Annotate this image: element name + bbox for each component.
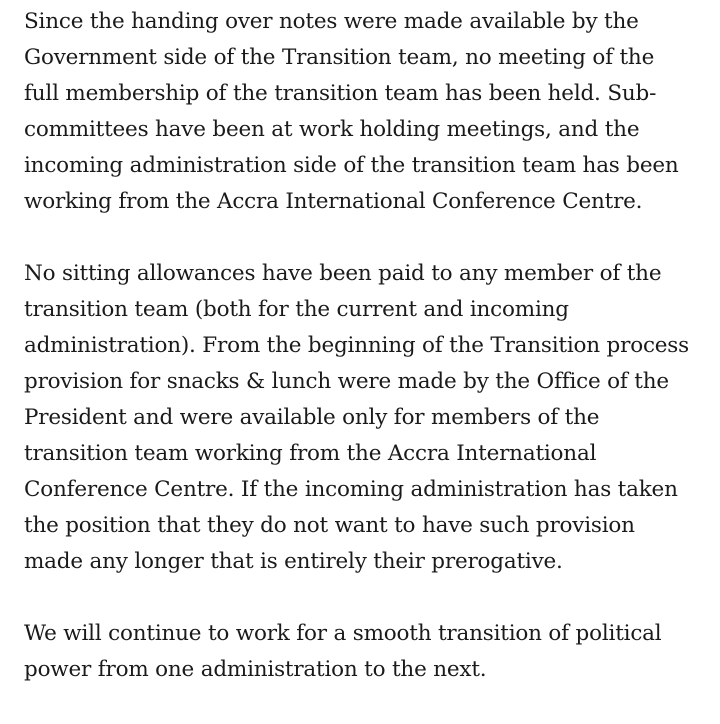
text-line: transition team working from the Accra International xyxy=(24,441,597,466)
text-line: No sitting allowances have been paid to any member of the xyxy=(24,261,662,286)
text-line: provision for snacks & lunch were made by the Office of the xyxy=(24,369,669,394)
text-line: incoming administration side of the transition team has been xyxy=(24,153,679,178)
text-line: working from the Accra International Conference Centre. xyxy=(24,189,643,214)
text-line: We will continue to work for a smooth transition of political xyxy=(24,621,662,646)
text-line: transition team (both for the current and incoming xyxy=(24,297,569,322)
text-line: made any longer that is entirely their prerogative. xyxy=(24,549,563,574)
text-line: the position that they do not want to have such provision xyxy=(24,513,635,538)
text-line: power from one administration to the next. xyxy=(24,657,487,682)
text-line: Government side of the Transition team, no meeting of the xyxy=(24,45,655,70)
document-body xyxy=(24,4,708,724)
paragraph-sitting-allowances xyxy=(24,256,708,580)
text-line: full membership of the transition team has been held. Sub- xyxy=(24,81,657,106)
text-line: Since the handing over notes were made available by the xyxy=(24,9,639,34)
paragraph-smooth-transition xyxy=(24,616,708,688)
text-line: administration). From the beginning of the Transition process xyxy=(24,333,689,358)
text-line: President and were available only for members of the xyxy=(24,405,600,430)
text-line: Conference Centre. If the incoming administration has taken xyxy=(24,477,678,502)
paragraph-transition-meetings xyxy=(24,4,708,220)
text-line: committees have been at work holding meetings, and the xyxy=(24,117,640,142)
